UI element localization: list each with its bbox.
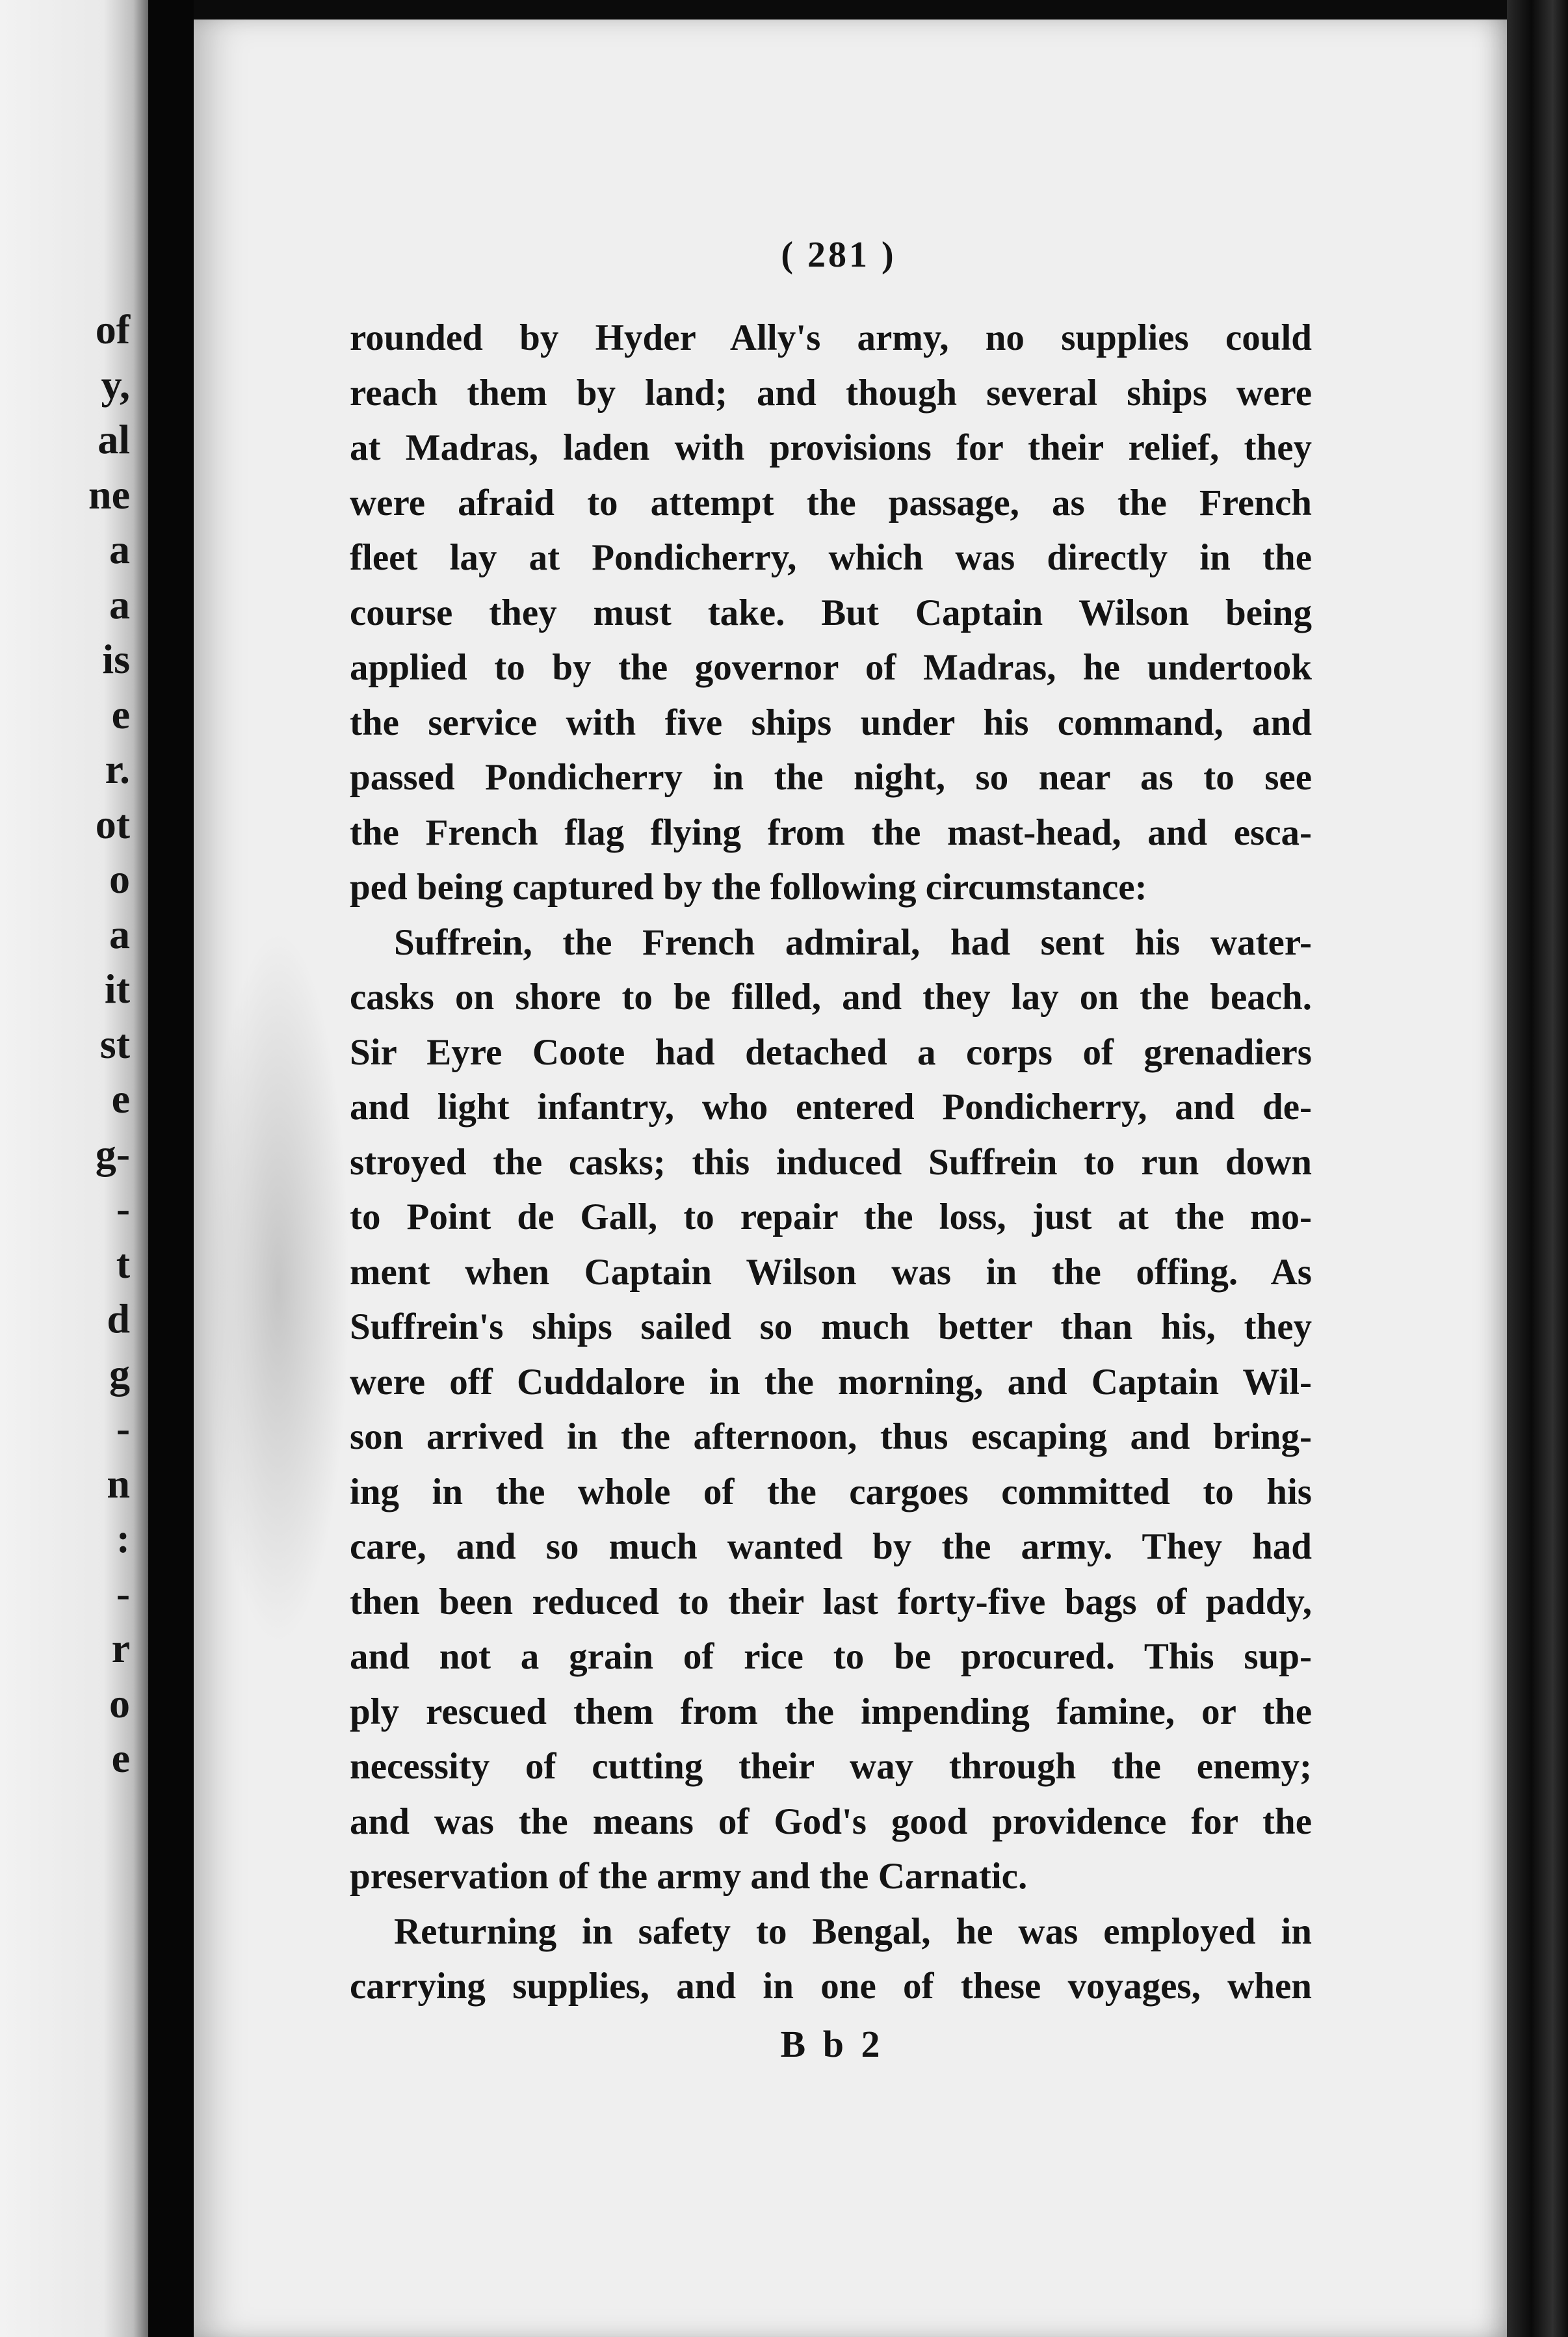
left-page-fragment: o bbox=[109, 856, 130, 902]
text-line: ing in the whole of the cargoes committed to his bbox=[350, 1471, 1312, 1512]
text-line: course they must take. But Captain Wilson being bbox=[350, 592, 1312, 633]
text-line: preservation of the army and the Carnatic. bbox=[350, 1856, 1028, 1897]
signature-mark: B b 2 bbox=[780, 2023, 884, 2065]
text-line: at Madras, laden with provisions for their relief, they bbox=[350, 427, 1312, 468]
left-page-fragment: al bbox=[98, 416, 130, 462]
text-line: son arrived in the afternoon, thus escaping and bring- bbox=[350, 1416, 1312, 1457]
left-page-fragment: d bbox=[107, 1295, 130, 1341]
left-page-fragment: ot bbox=[95, 800, 130, 847]
left-page-fragment: r. bbox=[105, 746, 130, 792]
left-page-fragment: e bbox=[111, 691, 130, 737]
text-line: ped being captured by the following circumstance: bbox=[350, 867, 1147, 908]
text-line: ply rescued them from the impending famine, or the bbox=[350, 1691, 1312, 1732]
text-line: and was the means of God's good providence for the bbox=[350, 1801, 1312, 1842]
text-line: were off Cuddalore in the morning, and Captain Wil- bbox=[350, 1361, 1312, 1403]
left-page-fragment: a bbox=[109, 581, 130, 627]
page-number: ( 281 ) bbox=[781, 235, 896, 275]
text-line: applied to by the governor of Madras, he undertook bbox=[350, 647, 1312, 688]
left-page-fragment: y, bbox=[101, 361, 130, 408]
text-line: Sir Eyre Coote had detached a corps of grenadiers bbox=[350, 1031, 1312, 1073]
left-page-fragment: is bbox=[102, 636, 130, 682]
left-page-fragment: it bbox=[104, 966, 130, 1012]
page-stain bbox=[207, 930, 350, 1645]
left-page-edge bbox=[0, 0, 148, 2337]
left-page-fragment: g bbox=[109, 1350, 130, 1397]
left-page-fragment: ne bbox=[88, 471, 130, 518]
text-line: care, and so much wanted by the army. They had bbox=[350, 1526, 1312, 1567]
left-page-fragment: t bbox=[116, 1240, 130, 1287]
text-line: necessity of cutting their way through the enemy; bbox=[350, 1746, 1312, 1787]
text-line: then been reduced to their last forty-five bags of paddy, bbox=[350, 1581, 1312, 1622]
text-line: and light infantry, who entered Pondicherry, and de- bbox=[350, 1087, 1312, 1128]
left-page-fragment: o bbox=[109, 1680, 130, 1726]
text-line: casks on shore to be filled, and they lay on the beach. bbox=[350, 977, 1312, 1018]
left-page-fragment: e bbox=[111, 1735, 130, 1781]
left-page-fragment: - bbox=[116, 1185, 130, 1232]
text-line: ment when Captain Wilson was in the offing. As bbox=[350, 1251, 1312, 1293]
text-line: fleet lay at Pondicherry, which was directly in the bbox=[350, 537, 1312, 578]
left-page-fragment: n bbox=[107, 1460, 130, 1507]
left-page-fragment: - bbox=[116, 1570, 130, 1617]
text-line: Suffrein's ships sailed so much better than his, they bbox=[350, 1306, 1312, 1347]
text-line: stroyed the casks; this induced Suffrein to run down bbox=[350, 1141, 1312, 1183]
left-page-fragment: e bbox=[111, 1076, 130, 1122]
right-page-edge bbox=[1507, 0, 1568, 2337]
text-line: carrying supplies, and in one of these voyages, when bbox=[350, 1966, 1312, 2007]
text-line: passed Pondicherry in the night, so near as to see bbox=[350, 757, 1312, 798]
text-line: Returning in safety to Bengal, he was employed in bbox=[394, 1910, 1312, 1952]
text-line: the service with five ships under his command, and bbox=[350, 702, 1312, 743]
text-line: were afraid to attempt the passage, as the French bbox=[350, 482, 1312, 523]
text-line: reach them by land; and though several ships were bbox=[350, 372, 1312, 414]
left-page-fragment: a bbox=[109, 526, 130, 572]
left-page-fragment: a bbox=[109, 910, 130, 957]
text-line: and not a grain of rice to be procured. This sup- bbox=[350, 1636, 1312, 1677]
text-line: the French flag flying from the mast-head, and esca- bbox=[350, 812, 1312, 853]
left-page-fragment: g- bbox=[95, 1130, 130, 1177]
left-page-fragment: r bbox=[111, 1625, 130, 1671]
text-line: rounded by Hyder Ally's army, no supplies could bbox=[350, 317, 1312, 358]
body-text bbox=[350, 311, 1312, 2014]
left-page-fragment: : bbox=[116, 1515, 130, 1561]
left-page-fragment: st bbox=[99, 1020, 130, 1067]
text-line: to Point de Gall, to repair the loss, just at the mo- bbox=[350, 1196, 1312, 1237]
text-line: Suffrein, the French admiral, had sent his water- bbox=[394, 921, 1312, 963]
book-gutter bbox=[148, 0, 194, 2337]
left-page-fragment: - bbox=[116, 1405, 130, 1451]
left-page-fragment: of bbox=[95, 306, 130, 352]
